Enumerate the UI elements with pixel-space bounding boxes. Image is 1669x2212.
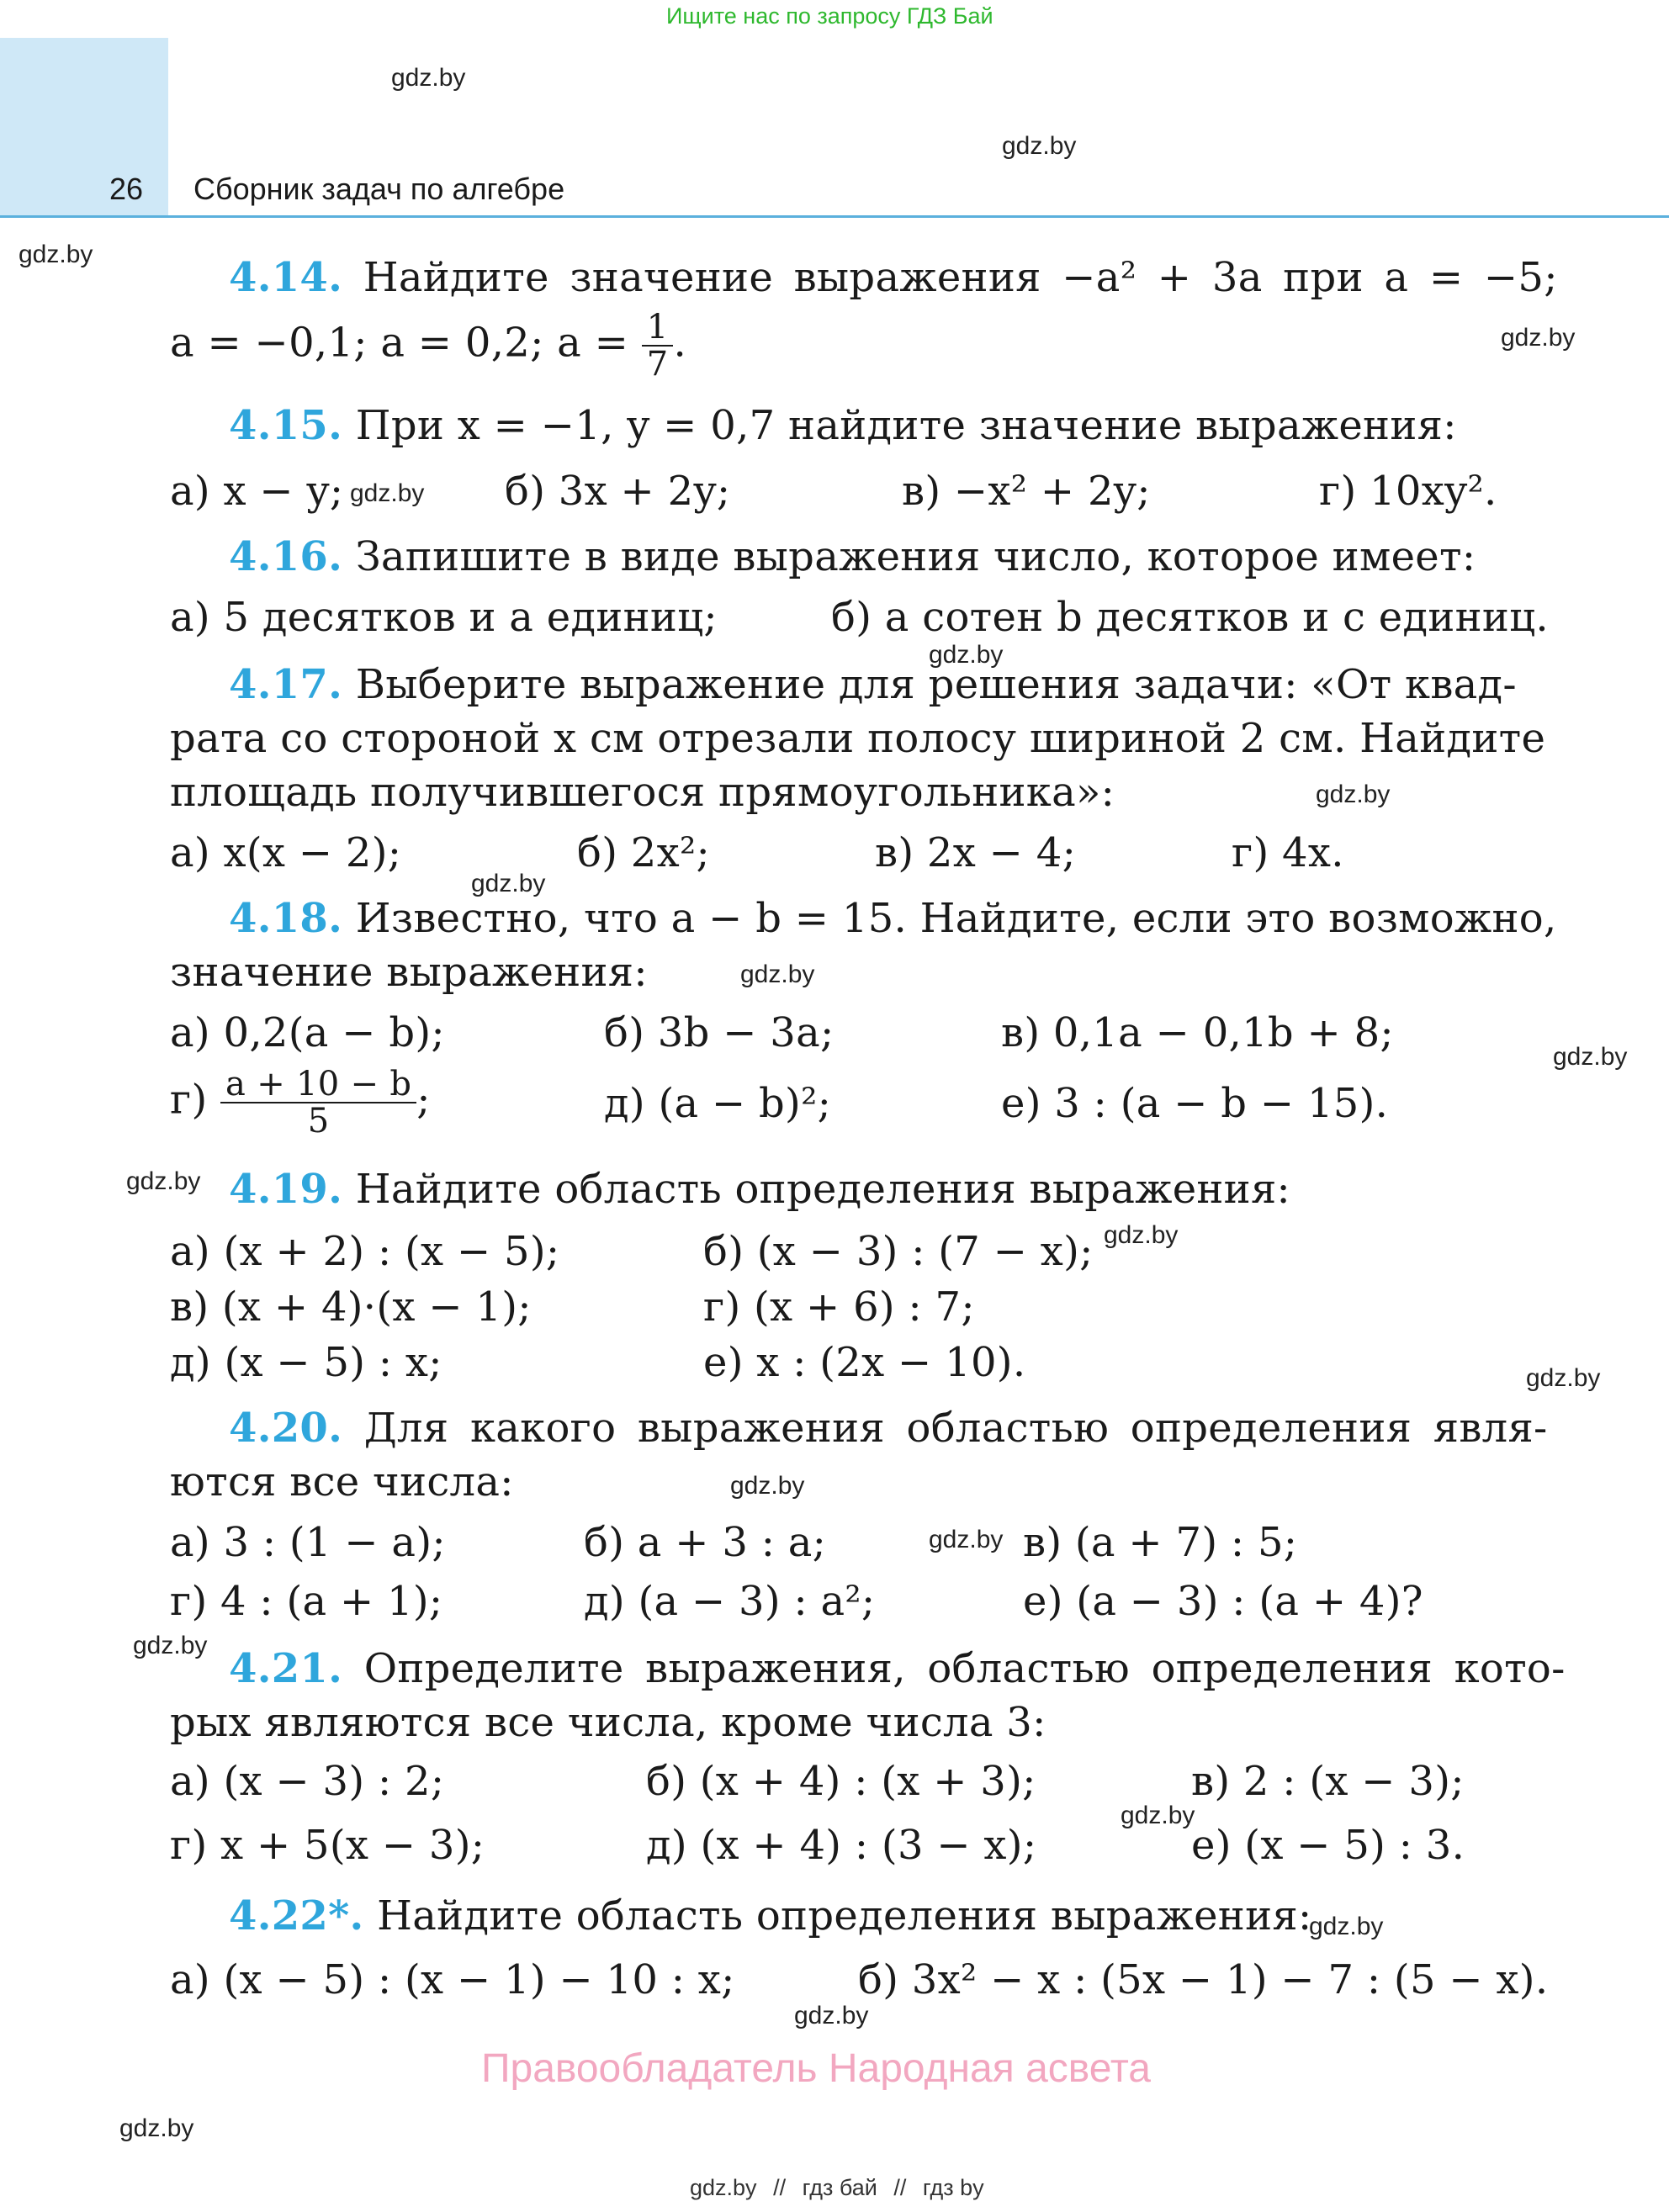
- option-b: б) 3x² − x : (5x − 1) − 7 : (5 − x).: [858, 1956, 1549, 2003]
- bottom-link[interactable]: гдз by: [922, 2175, 984, 2200]
- option-a: а) (x − 3) : 2;: [170, 1758, 445, 1805]
- option-d: г) 4x.: [1232, 829, 1344, 876]
- problem-text: Выберите выражение для решения задачи: «От квад-: [355, 661, 1517, 708]
- option-c: в) (x + 4)·(x − 1);: [170, 1283, 532, 1331]
- link-separator: //: [773, 2175, 787, 2200]
- fraction-numerator: 1: [642, 310, 674, 347]
- option-b: б) 3b − 3a;: [604, 1009, 834, 1056]
- problem-text: ются все числа:: [170, 1458, 514, 1506]
- option-c: в) 2x − 4;: [875, 829, 1077, 876]
- option-f: е) (x − 5) : 3.: [1191, 1822, 1465, 1869]
- problem-text: a = −0,1; a = 0,2; a =: [170, 319, 629, 367]
- option-f: е) (a − 3) : (a + 4)?: [1023, 1578, 1423, 1625]
- watermark: gdz.by: [350, 479, 425, 507]
- problem-4-15-line1: [229, 402, 1457, 449]
- problem-number: 4.21.: [229, 1645, 343, 1692]
- option-a: а) 3 : (1 − a);: [170, 1519, 446, 1566]
- problem-4-14-line2: [170, 310, 686, 382]
- problem-4-16-line1: [229, 533, 1476, 580]
- watermark: gdz.by: [929, 641, 1004, 669]
- problem-number: 4.20.: [229, 1405, 343, 1452]
- option-a: а) x − y;: [170, 468, 344, 515]
- option-c: в) 0,1a − 0,1b + 8;: [1001, 1009, 1394, 1056]
- watermark: gdz.by: [1316, 781, 1391, 808]
- copyright-notice: Правообладатель Народная асвета: [481, 2046, 1151, 2091]
- option-c: в) (a + 7) : 5;: [1023, 1519, 1298, 1566]
- option-e: д) (a − 3) : a²;: [584, 1578, 876, 1625]
- option-a: а) x(x − 2);: [170, 829, 402, 876]
- watermark: gdz.by: [391, 64, 466, 92]
- watermark: gdz.by: [1553, 1043, 1628, 1071]
- option-e: д) (a − b)²;: [604, 1080, 832, 1127]
- option-a: а) (x − 5) : (x − 1) − 10 : x;: [170, 1956, 735, 2003]
- problem-number: 4.17.: [229, 661, 343, 708]
- option-b: б) 3x + 2y;: [505, 468, 731, 515]
- problem-4-18-line1: [229, 895, 1557, 942]
- option-c: в) −x² + 2y;: [902, 468, 1151, 515]
- watermark: gdz.by: [1002, 132, 1077, 160]
- watermark: gdz.by: [1526, 1364, 1601, 1392]
- bottom-link[interactable]: gdz.by: [690, 2175, 757, 2200]
- problem-text: .: [673, 319, 687, 367]
- problem-number: 4.22*.: [229, 1892, 364, 1939]
- watermark: gdz.by: [1104, 1221, 1179, 1249]
- problem-text: Найдите область определения выражения:: [355, 1166, 1291, 1213]
- problem-text: Известно, что a − b = 15. Найдите, если это возможно,: [355, 895, 1557, 942]
- bottom-link[interactable]: гдз бай: [802, 2175, 877, 2200]
- problem-text: площадь получившегося прямоугольника»:: [170, 769, 1115, 816]
- option-d: [170, 1066, 431, 1139]
- option-d: г) (x + 6) : 7;: [703, 1283, 975, 1331]
- problem-text: Для какого выражения областью определения явля-: [363, 1405, 1548, 1452]
- top-banner[interactable]: Ищите нас по запросу ГДЗ Бай: [666, 3, 993, 29]
- problem-4-22-line1: [229, 1892, 1311, 1939]
- option-a: а) (x + 2) : (x − 5);: [170, 1228, 560, 1275]
- watermark: gdz.by: [1501, 324, 1576, 352]
- link-separator: //: [893, 2175, 907, 2200]
- option-b: б) (x − 3) : (7 − x);: [703, 1228, 1094, 1275]
- problem-text: Определите выражения, областью определения кото-: [363, 1645, 1566, 1692]
- fraction-denominator: 5: [307, 1102, 330, 1140]
- watermark: gdz.by: [730, 1472, 805, 1500]
- watermark: gdz.by: [19, 241, 93, 268]
- problem-4-17-line1: [229, 661, 1517, 708]
- watermark: gdz.by: [929, 1526, 1004, 1553]
- option-b: б) (x + 4) : (x + 3);: [646, 1758, 1036, 1805]
- option-d: г) 10xy².: [1319, 468, 1497, 515]
- problem-4-19-line1: [229, 1166, 1290, 1213]
- problem-text: Найдите значение выражения −a² + 3a при a = −5;: [363, 254, 1558, 301]
- option-b: б) 2x²;: [577, 829, 711, 876]
- problem-text: При x = −1, y = 0,7 найдите значение выражения:: [355, 402, 1457, 449]
- watermark: gdz.by: [794, 2002, 869, 2029]
- option-label: г): [170, 1076, 208, 1124]
- fraction: [220, 1066, 416, 1139]
- watermark: gdz.by: [740, 960, 815, 988]
- bottom-links: [690, 2175, 984, 2201]
- problem-text: рата со стороной x см отрезали полосу шириной 2 см. Найдите: [170, 715, 1546, 762]
- option-f: е) x : (2x − 10).: [703, 1339, 1026, 1386]
- option-c: в) 2 : (x − 3);: [1191, 1758, 1465, 1805]
- problem-text: Найдите область определения выражения:: [377, 1892, 1312, 1939]
- problem-text: рых являются все числа, кроме числа 3:: [170, 1699, 1046, 1746]
- problem-text: Запишите в виде выражения число, которое имеет:: [355, 533, 1476, 580]
- option-d: г) 4 : (a + 1);: [170, 1578, 443, 1625]
- option-e: д) (x − 5) : x;: [170, 1339, 442, 1386]
- fraction: [642, 310, 674, 382]
- option-f: е) 3 : (a − b − 15).: [1001, 1080, 1389, 1127]
- problem-number: 4.19.: [229, 1166, 343, 1213]
- option-d: г) x + 5(x − 3);: [170, 1822, 485, 1869]
- problem-4-14-line1: [229, 254, 1558, 301]
- option-a: а) 5 десятков и a единиц;: [170, 594, 718, 641]
- problem-number: 4.18.: [229, 895, 343, 942]
- problem-number: 4.16.: [229, 533, 343, 580]
- option-b: б) a сотен b десятков и c единиц.: [831, 594, 1549, 641]
- watermark: gdz.by: [471, 870, 546, 897]
- option-a: а) 0,2(a − b);: [170, 1009, 445, 1056]
- problem-text: значение выражения:: [170, 949, 648, 996]
- problem-number: 4.15.: [229, 402, 343, 449]
- page-header-title: Сборник задач по алгебре: [193, 172, 565, 206]
- watermark: gdz.by: [1309, 1913, 1384, 1940]
- watermark: gdz.by: [119, 2114, 194, 2142]
- option-end: ;: [416, 1076, 431, 1124]
- watermark: gdz.by: [126, 1167, 201, 1195]
- fraction-denominator: 7: [646, 345, 669, 384]
- problem-4-20-line1: [229, 1405, 1548, 1452]
- problem-4-21-line1: [229, 1645, 1566, 1692]
- page-number: 26: [109, 172, 144, 206]
- watermark: gdz.by: [1121, 1802, 1195, 1829]
- option-b: б) a + 3 : a;: [584, 1519, 827, 1566]
- problem-number: 4.14.: [229, 254, 343, 301]
- fraction-numerator: a + 10 − b: [220, 1066, 416, 1103]
- header-rule: [0, 215, 1669, 218]
- watermark: gdz.by: [133, 1632, 208, 1659]
- option-e: д) (x + 4) : (3 − x);: [646, 1822, 1037, 1869]
